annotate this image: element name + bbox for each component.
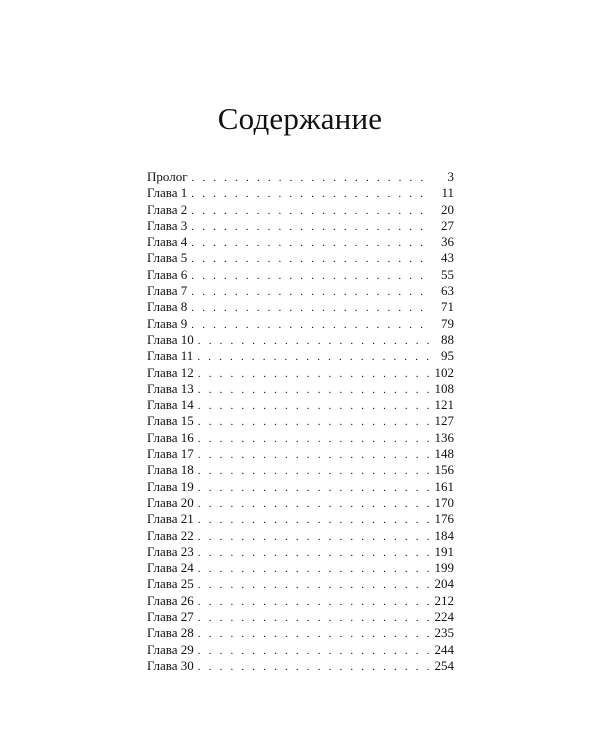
toc-entry [147, 365, 454, 381]
toc-entry-label: Глава 7 [147, 283, 188, 299]
toc-entry-page-number: 79 [441, 315, 454, 331]
toc-entry [147, 397, 454, 413]
toc-entry [147, 495, 454, 511]
toc-dot-leader [198, 610, 430, 626]
toc-entry-page-number: 204 [434, 576, 454, 592]
toc-entry [147, 202, 454, 218]
toc-entry-page-number: 121 [434, 397, 454, 413]
toc-entry-label: Глава 6 [147, 266, 188, 282]
toc-entry [147, 479, 454, 495]
toc-entry [147, 544, 454, 560]
toc-dot-leader [198, 398, 430, 414]
toc-entry-page-number: 170 [434, 494, 454, 510]
toc-entry-page-number: 108 [434, 380, 454, 396]
toc-dot-leader [197, 349, 430, 365]
toc-entry-page-number: 224 [434, 609, 454, 625]
toc-entry-page-number: 63 [441, 283, 454, 299]
toc-entry [147, 593, 454, 609]
table-of-contents [147, 169, 454, 674]
toc-entry-label: Глава 12 [147, 364, 194, 380]
toc-entry-page-number: 3 [447, 169, 454, 184]
toc-dot-leader [192, 170, 430, 186]
toc-entry-page-number: 184 [434, 527, 454, 543]
toc-entry-label: Глава 2 [147, 201, 188, 217]
toc-dot-leader [198, 545, 430, 561]
toc-entry-page-number: 191 [434, 543, 454, 559]
toc-entry [147, 348, 454, 364]
toc-entry-label: Глава 16 [147, 429, 194, 445]
toc-entry-page-number: 71 [441, 299, 454, 315]
toc-entry-page-number: 27 [441, 217, 454, 233]
toc-entry-label: Глава 10 [147, 331, 194, 347]
toc-entry-page-number: 176 [434, 511, 454, 527]
toc-entry-page-number: 11 [441, 185, 454, 201]
toc-dot-leader [198, 626, 430, 642]
toc-entry-label: Глава 14 [147, 397, 194, 413]
toc-entry-label: Глава 19 [147, 478, 194, 494]
toc-entry-page-number: 148 [434, 446, 454, 462]
toc-entry-page-number: 136 [434, 429, 454, 445]
toc-entry [147, 299, 454, 315]
toc-dot-leader [198, 577, 430, 593]
toc-entry [147, 381, 454, 397]
toc-dot-leader [198, 512, 430, 528]
toc-dot-leader [191, 203, 430, 219]
toc-dot-leader [198, 463, 430, 479]
toc-entry [147, 234, 454, 250]
toc-entry-page-number: 88 [441, 331, 454, 347]
toc-entry-label: Глава 27 [147, 609, 194, 625]
toc-dot-leader [198, 447, 430, 463]
toc-dot-leader [191, 219, 430, 235]
toc-entry-page-number: 161 [434, 478, 454, 494]
toc-entry-label: Глава 4 [147, 234, 188, 250]
toc-dot-leader [198, 496, 430, 512]
toc-entry-label: Глава 23 [147, 543, 194, 559]
toc-entry [147, 528, 454, 544]
toc-entry [147, 511, 454, 527]
toc-dot-leader [198, 414, 430, 430]
toc-entry-label: Глава 15 [147, 413, 194, 429]
toc-entry-label: Глава 1 [147, 185, 188, 201]
toc-entry-label: Глава 18 [147, 462, 194, 478]
toc-entry [147, 609, 454, 625]
toc-entry [147, 576, 454, 592]
toc-entry-label: Глава 5 [147, 250, 188, 266]
toc-dot-leader [191, 317, 430, 333]
toc-entry-label: Глава 25 [147, 576, 194, 592]
toc-entry-label: Глава 26 [147, 592, 194, 608]
toc-dot-leader [198, 333, 430, 349]
toc-entry-label: Пролог [147, 169, 188, 184]
toc-entry-label: Глава 28 [147, 625, 194, 641]
toc-entry [147, 430, 454, 446]
toc-entry [147, 658, 454, 674]
toc-entry-page-number: 20 [441, 201, 454, 217]
toc-entry-page-number: 212 [434, 592, 454, 608]
toc-entry [147, 169, 454, 185]
toc-entry [147, 283, 454, 299]
toc-entry [147, 250, 454, 266]
toc-entry-label: Глава 11 [147, 348, 194, 364]
toc-dot-leader [198, 382, 430, 398]
toc-dot-leader [191, 268, 430, 284]
toc-dot-leader [198, 594, 430, 610]
toc-entry-label: Глава 21 [147, 511, 194, 527]
toc-entry-label: Глава 9 [147, 315, 188, 331]
toc-dot-leader [198, 561, 430, 577]
toc-entry-page-number: 43 [441, 250, 454, 266]
toc-dot-leader [198, 366, 430, 382]
toc-dot-leader [198, 480, 430, 496]
toc-entry-label: Глава 22 [147, 527, 194, 543]
toc-entry [147, 267, 454, 283]
toc-entry-label: Глава 8 [147, 299, 188, 315]
toc-entry-label: Глава 24 [147, 560, 194, 576]
toc-entry-label: Глава 20 [147, 494, 194, 510]
toc-entry-label: Глава 3 [147, 217, 188, 233]
toc-entry-label: Глава 30 [147, 657, 194, 673]
toc-entry-label: Глава 29 [147, 641, 194, 657]
toc-entry [147, 642, 454, 658]
toc-dot-leader [198, 643, 430, 659]
toc-entry [147, 560, 454, 576]
toc-dot-leader [191, 186, 430, 202]
toc-entry [147, 332, 454, 348]
toc-entry-page-number: 127 [434, 413, 454, 429]
toc-dot-leader [198, 659, 430, 675]
toc-entry-page-number: 199 [434, 560, 454, 576]
toc-dot-leader [191, 251, 430, 267]
toc-entry-page-number: 36 [441, 234, 454, 250]
toc-entry [147, 446, 454, 462]
toc-entry [147, 625, 454, 641]
toc-entry-page-number: 55 [441, 266, 454, 282]
toc-entry-page-number: 156 [434, 462, 454, 478]
toc-entry-page-number: 102 [434, 364, 454, 380]
toc-dot-leader [191, 235, 430, 251]
toc-dot-leader [191, 300, 430, 316]
toc-entry [147, 218, 454, 234]
page-title: Содержание [217, 101, 383, 136]
toc-entry-page-number: 244 [434, 641, 454, 657]
toc-entry [147, 413, 454, 429]
toc-dot-leader [191, 284, 430, 300]
toc-dot-leader [198, 431, 430, 447]
toc-entry-page-number: 95 [441, 348, 454, 364]
toc-entry-label: Глава 17 [147, 446, 194, 462]
toc-entry-page-number: 235 [434, 625, 454, 641]
toc-entry [147, 185, 454, 201]
toc-entry [147, 462, 454, 478]
toc-entry-label: Глава 13 [147, 380, 194, 396]
toc-entry-page-number: 254 [434, 657, 454, 673]
toc-entry [147, 316, 454, 332]
toc-dot-leader [198, 529, 430, 545]
